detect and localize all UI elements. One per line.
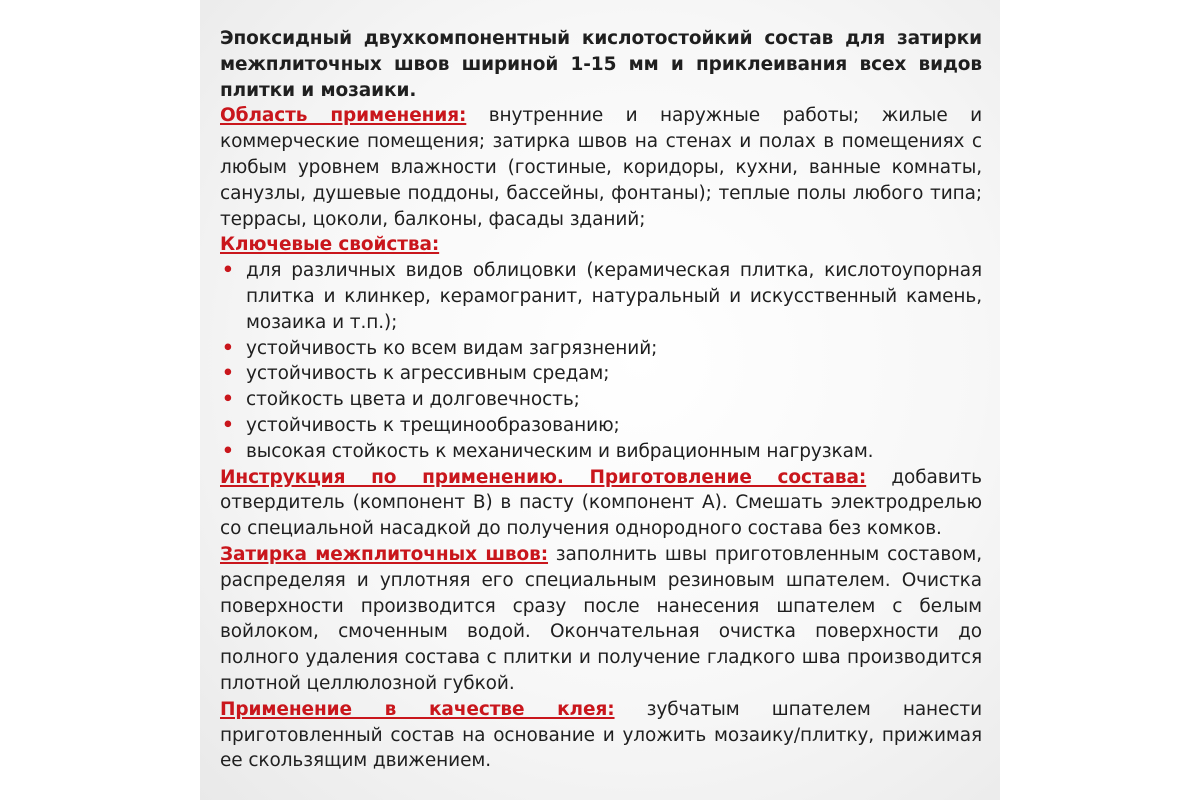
- list-item-text: устойчивость ко всем видам загрязнений;: [246, 337, 658, 359]
- application-text: внутренние и наружные работы; жилые и коммерческие помещения; затирка швов на стенах и полах в помещениях с любым уровнем влажности (гостиные, коридоры, кухни, ванные комнаты, санузлы, душевые поддоны, бассейны, фонтаны); теплые полы любого типа; террасы, цоколи, балконы, фасады зданий;: [220, 105, 982, 230]
- list-item-text: устойчивость к трещинообразованию;: [246, 414, 620, 436]
- instructions-text: добавить отвердитель (компонент В) в пасту (компонент А). Смешать электродрелью со специальной насадкой до получения однородного состава без комков.: [220, 466, 982, 540]
- list-item: [220, 413, 982, 439]
- application-section: [220, 103, 982, 232]
- instructions-section: [220, 465, 982, 542]
- properties-heading: Ключевые свойства:: [220, 234, 440, 256]
- list-item: [220, 361, 982, 387]
- list-item-text: для различных видов облицовки (керамическая плитка, кислотоупорная плитка и клинкер, керамогранит, натуральный и искусственный камень, мозаика и т.п.);: [246, 260, 982, 333]
- grouting-section: [220, 542, 982, 697]
- list-item: [220, 258, 982, 335]
- list-item-text: высокая стойкость к механическим и вибрационным нагрузкам.: [246, 440, 874, 462]
- list-item: [220, 387, 982, 413]
- bullet-icon: •: [222, 363, 234, 385]
- bullet-icon: •: [222, 337, 234, 359]
- bullet-icon: •: [222, 260, 234, 282]
- grouting-text: заполнить швы приготовленным составом, распределяя и уплотняя его специальным резиновым шпателем. Очистка поверхности производится сразу после нанесения шпателем с белым войлоком, смоченным водой. Окончательная очистка поверхности до полного удаления состава с плитки и получение гладкого шва производится плотной целлюлозной губкой.: [220, 543, 982, 694]
- list-item: [220, 336, 982, 362]
- properties-section: [220, 232, 982, 258]
- adhesive-heading: Применение в качестве клея:: [220, 698, 615, 720]
- adhesive-section: [220, 697, 982, 774]
- list-item-text: устойчивость к агрессивным средам;: [246, 363, 610, 385]
- adhesive-text: зубчатым шпателем нанести приготовленный состав на основание и уложить мозаику/плитку, прижимая ее скользящим движением.: [220, 698, 982, 772]
- bullet-icon: •: [222, 414, 234, 436]
- bullet-icon: •: [222, 389, 234, 411]
- grouting-heading: Затирка межплиточных швов:: [220, 543, 549, 565]
- instructions-heading: Инструкция по применению. Приготовление состава:: [220, 466, 867, 488]
- product-description-card: [200, 0, 1000, 800]
- list-item-text: стойкость цвета и долговечность;: [246, 389, 580, 411]
- application-heading: Область применения:: [220, 105, 467, 127]
- product-title: Эпоксидный двухкомпонентный кислотостойкий состав для затирки межплиточных швов шириной 1-15 мм и приклеивания всех видов плитки и мозаики.: [220, 28, 982, 101]
- bullet-icon: •: [222, 440, 234, 462]
- list-item: [220, 439, 982, 465]
- description-content: [220, 26, 982, 774]
- properties-list: [220, 258, 982, 464]
